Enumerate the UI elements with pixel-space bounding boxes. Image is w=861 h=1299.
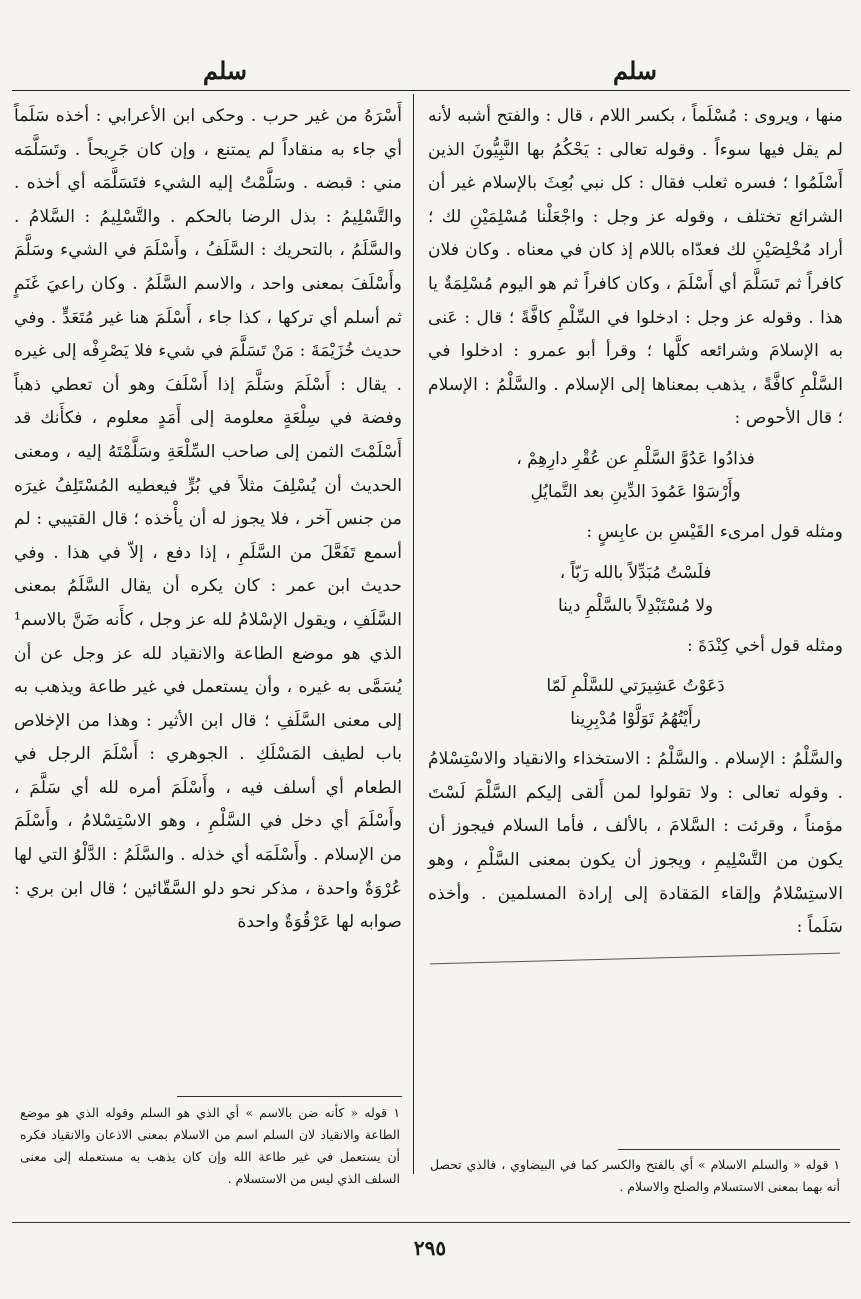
left-header-word: سلم [202,56,248,85]
page-number: ٢٩٥ [413,1236,447,1260]
right-paragraph-1: منها ، ويروى : مُسْلَماً ، بكسر اللام ، قال : والفتح أشبه لأنه لم يقل فيها سوءاً . وقوله تعالى : يَحْكُمُ بها النَّبِيُّونَ الذين أَسْلَمُوا ؛ فسره ثعلب فقال : كل نبي بُعِثَ بالإسلام غير أن الشرائع تختلف ، وقوله عز وجل : واجْعَلْنا مُسْلِمَيْنِ لك ؛ أراد مُخْلِصَيْنِ لك فعدّاه باللام إذ كان في معناه . وكان فلان كافراً ثم تَسَلَّمَ أي أَسْلَمَ ، وكان كافراً ثم هو اليوم مُسْلِمَةٌ يا هذا . وقوله عز وجل : ادخلوا في السِّلْمِ كافَّةً ؛ قال : عَنى به الإسلامَ وشرائعه كلَّها ؛ وقرأ أبو عمرو : ادخلوا في السَّلْمِ كافَّةً ، يذهب بمعناها إلى الإسلام . والسَّلْمُ : الإسلام ؛ قال الأحوص : [428,106,843,429]
verse-al-ahwas [428,442,843,508]
verse-line: وأَرْسَوْا عَمُودَ الدِّينِ بعد التَّمايُلِ [530,480,741,501]
left-paragraph: أَسْرَهُ من غير حرب . وحكى ابن الأعرابي : أخذه سَلَماً أي جاء به منقاداً لم يمتنع ، وإن كان جَرِيحاً . وتَسَلَّمَه مني : قبضه . وسَلَّمْتُ إليه الشيء فتَسَلَّمَه أي أخذه . والتَّسْلِيمُ : بذل الرضا بالحكم . والتَّسْلِيمُ : السَّلامُ . والسَّلَمُ ، بالتحريك : السَّلَفُ ، وأَسْلَمَ في الشيء وسَلَّمَ وأَسْلَفَ بمعنى واحد ، والاسم السَّلَمُ . وكان راعيَ غَنَمٍ ثم أسلم أي تركها ، كذا جاء ، أَسْلَمَ هنا غير مُتَعَدٍّ . وفي حديث خُزَيْمَةَ : مَنْ تَسَلَّمَ في شيء فلا يَصْرِفْه إلى غيره . يقال : أَسْلَمَ وسَلَّمَ إذا أَسْلَفَ وهو أن تعطي ذهباً وفضة في سِلْعَةٍ معلومة إلى أَمَدٍ معلوم ، فكأَنك قد أَسْلَمْتَ الثمن إلى صاحب السِّلْعَةِ وسَلَّمْتَهُ إليه ، ومعنى الحديث أن يُسْلِفَ مثلاً في بُرٍّ فيعطيه المُسْتَلِفُ غيرَه من جنس آخر ، فلا يجوز له أن يأْخذه ؛ قال القتيبي : لم أسمع تَفَعَّلَ من السَّلَمِ ، إذا دفع ، إلاّ في هذا . وفي حديث ابن عمر : كان يكره أن يقال السَّلَمُ بمعنى السَّلَفِ ، ويقول الإسْلامُ لله عز وجل ، كأَنه ضَنَّ بالاسم¹ الذي هو موضع الطاعة والانقياد لله عز وجل عن أن يُسَمَّى به غيره ، وأن يستعمل في غير طاعة ويذهب به إلى معنى السَّلَفِ ؛ قال ابن الأثير : وهذا من الإخلاص باب لطيف المَسْلَكِ . الجوهري : أَسْلَمَ الرجل في الطعام أي أسلف فيه ، وأَسْلَمَ أمره لله أي سَلَّمَ ، وأَسْلَمَ أي دخل في السَّلْمِ ، وهو الاسْتِسْلامُ ، وأَسْلَمَ من الإسلام . وأَسْلَمَه أي خذله . والسَّلَمُ : الدَّلْوُ التي لها عُرْوَةٌ واحدة ، مذكر نحو دلو السَّقّائين ؛ قال ابن بري : صوابه لها عَرْقُوَةٌ واحدة [14,106,402,933]
right-footnote: ١ قوله « والسلم الاسلام » أي بالفتح والكسر كما في البيضاوي ، فالذي تحصل أنه بهما بمعنى الاستسلام والصلح والاسلام . [430,1157,840,1194]
verse-akhi-kinda [428,669,843,735]
right-header-word: سلم [612,56,658,85]
top-rule [12,90,850,91]
verse-line: رأَيْتُهُمُ تَوَلَّوْا مُدْبِرِينا [570,708,701,729]
verse-imru-al-qays [428,556,843,622]
right-column [428,100,843,945]
verse-intro: ومثله قول أخي كِنْدَةَ : [687,635,843,656]
footnote-rule-left [177,1096,402,1097]
verse-line: ولا مُسْتَبْدِلاً بالسَّلْمِ دينا [557,594,714,615]
verse-line: فذادُوا عَدُوَّ السَّلْمِ عن عُقْرِ دارِهِمْ ، [516,447,755,468]
left-column [14,100,402,940]
verse-intro: ومثله قول امرىء القَيْسِ بن عابِسٍ : [586,521,843,542]
verse-line: دَعَوْتُ عَشِيرَتي للسَّلْمِ لَمّا [546,675,725,696]
handwritten-underline [430,953,840,965]
footnote-rule-right [618,1149,840,1150]
column-divider [413,94,414,1174]
right-paragraph-2: والسَّلْمُ : الإسلام . والسَّلْمُ : الاستخذاء والانقياد والاسْتِسْلامُ . وقوله تعالى : ولا تقولوا لمن أَلقى إليكم السَّلْمَ لَسْتَ مؤمناً ، وقرئت : السَّلامَ ، بالألف ، فأما السلام فيجوز أن يكون من التَّسْلِيمِ ، ويجوز أن يكون بمعنى السَّلْمِ ، وهو الاستِسْلامُ وإلقاء المَقادة إلى إرادة المسلمين . وأخذه سَلَماً : [428,749,843,938]
bottom-rule [12,1222,850,1223]
left-footnote: ١ قوله « كأنه ضن بالاسم » أي الذي هو السلم وقوله الذي هو موضع الطاعة والانقياد لان السلم اسم من الاسلام بمعنى الاذعان والانقياد فكره أن يستعمل في غير طاعة الله وإن كان يذهب به مستعمله إلى معنى السلف الذي ليس من الاستسلام . [20,1105,400,1186]
verse-line: فلَسْتُ مُبَدِّلاً بالله رَبّاً ، [559,561,712,582]
